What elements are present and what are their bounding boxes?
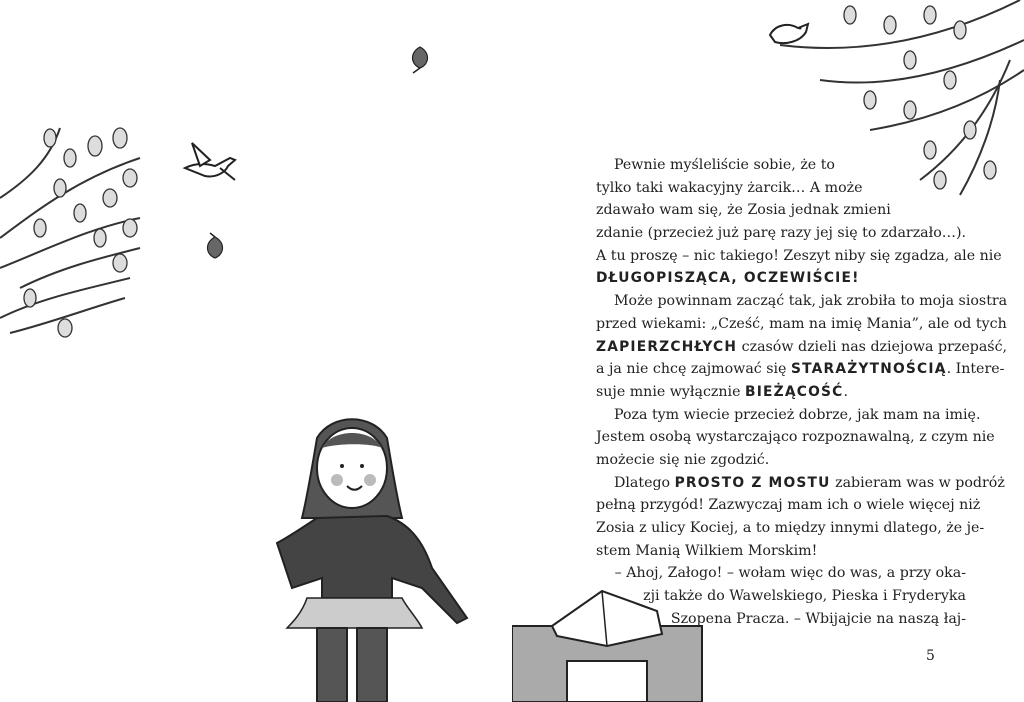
text-line: A tu proszę – nic takiego! Zeszyt niby się zgadza, ale nie [596, 247, 1002, 264]
text-line: – Ahoj, Załogo! – wołam więc do was, a przy oka- [614, 565, 966, 582]
text-line: stem Manią Wilkiem Morskim! [596, 542, 818, 559]
girl-illustration [262, 408, 477, 702]
bird-icon [180, 138, 240, 183]
text-line: Zosia z ulicy Kociej, a to między innymi dlatego, że je- [596, 520, 985, 536]
text-line: DŁUGOPISZĄCA, OCZEWIŚCIE! [596, 270, 860, 287]
text-line: przed wiekami: „Cześć, mam na imię Mania”, ale od tych [596, 315, 1007, 332]
text-line: pełną przygód! Zazwyczaj mam ich o wiele więcej niż [596, 497, 981, 514]
text-line: suje mnie wyłącznie BIEŻĄCOŚĆ. [596, 383, 848, 400]
text-line: a ja nie chcę zajmować się STARAŻYTNOŚCIĄ. Intere- [596, 361, 1005, 378]
text-line: Dlatego PROSTO Z MOSTU zabieram was w podróż [614, 474, 1005, 491]
text-line: ZAPIERZCHŁYCH czasów dzieli nas dziejowa przepaść, [596, 338, 1008, 355]
text-line: Szopena Pracza. – Wbijajcie na naszą łaj- [670, 610, 966, 627]
text-line: zji także do Wawelskiego, Pieska i Fryderyka [643, 588, 966, 605]
body-text [596, 154, 1008, 630]
text-line: zdawało wam się, że Zosia jednak zmieni [596, 202, 891, 219]
text-line: Jestem osobą wystarczająco rozpoznawalną, z czym nie [596, 429, 995, 446]
page-number: 5 [926, 648, 935, 664]
text-line: zdanie (przecież już parę razy jej się to zdarzało…). [596, 225, 967, 242]
leaf-icon [200, 232, 230, 262]
leaf-icon [405, 44, 435, 74]
text-line: tylko taki wakacyjny żarcik… A może [596, 179, 863, 196]
text-line: Pewnie myśleliście sobie, że to [614, 157, 835, 173]
text-line: Może powinnam zacząć tak, jak zrobiła to moja siostra [614, 293, 1008, 310]
left-branch-illustration [0, 118, 150, 343]
text-line: Poza tym wiecie przecież dobrze, jak mam na imię. [614, 406, 981, 423]
text-line: możecie się nie zgodzić. [596, 451, 770, 468]
